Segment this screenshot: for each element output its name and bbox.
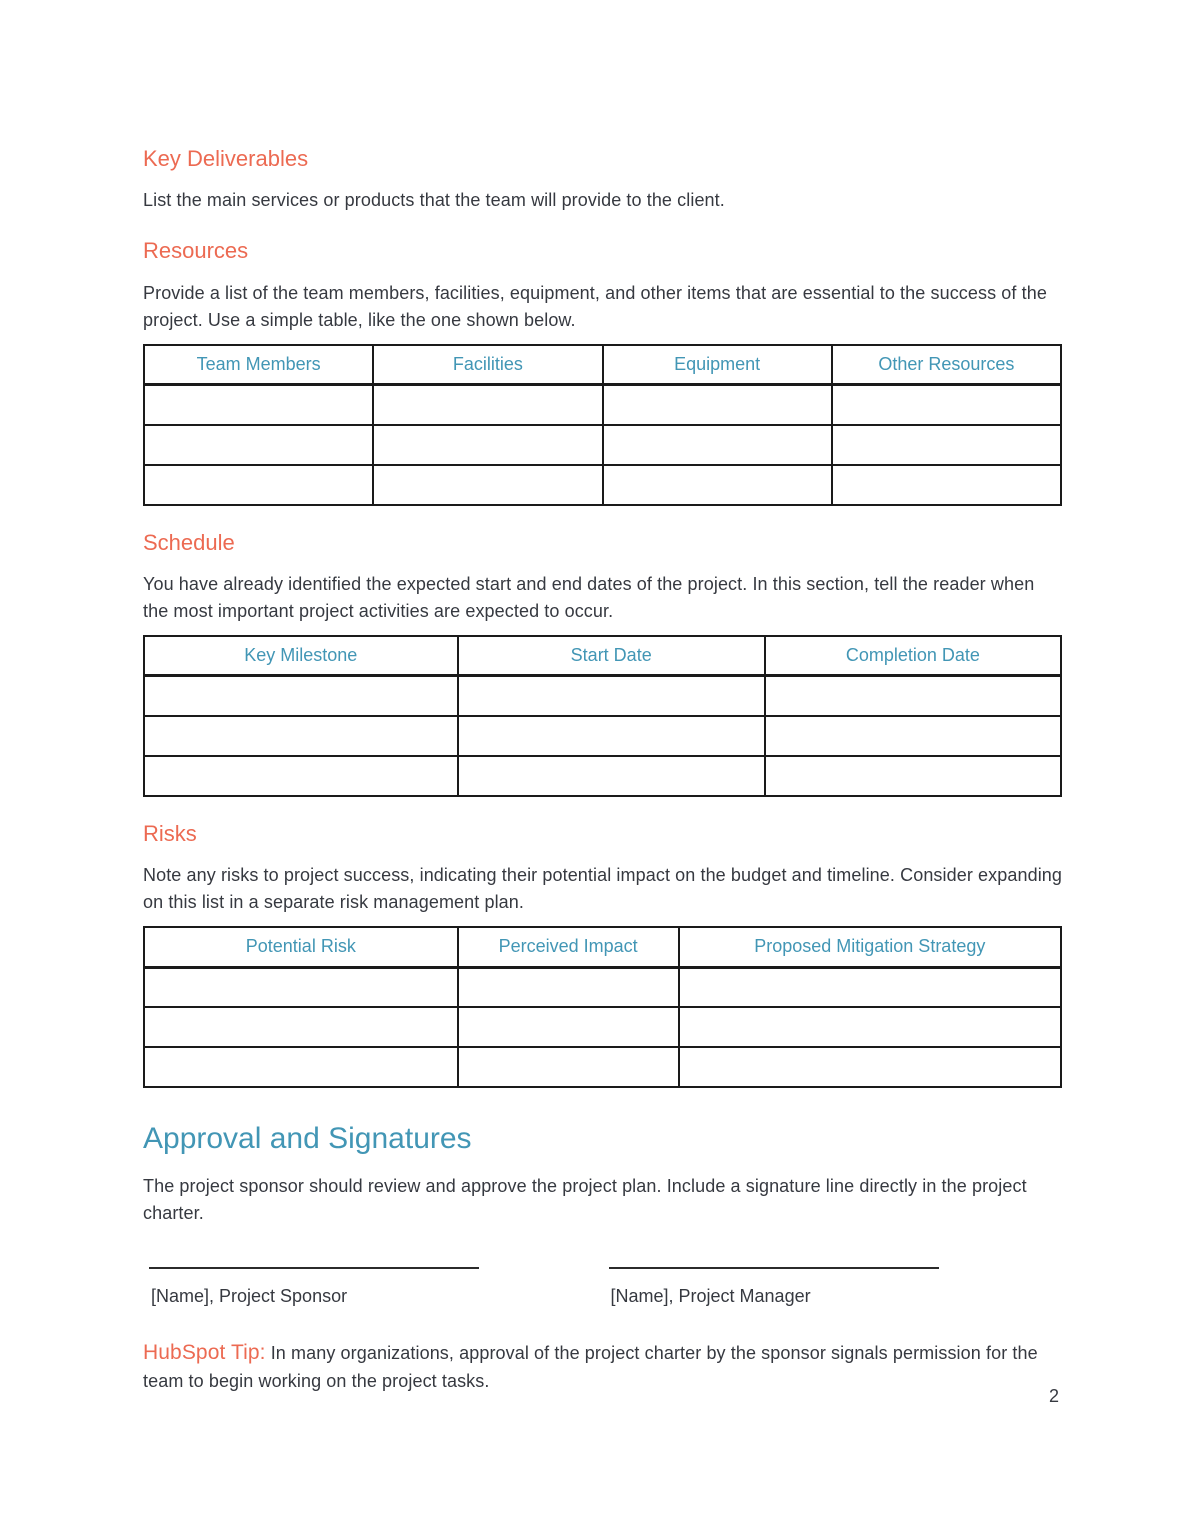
table-cell-empty <box>832 465 1061 505</box>
table-row <box>144 1007 1061 1047</box>
table-cell-empty <box>144 465 373 505</box>
column-header-perceived-impact: Perceived Impact <box>458 927 679 967</box>
table-cell-empty <box>373 385 602 425</box>
column-header-other-resources: Other Resources <box>832 345 1061 385</box>
column-header-completion-date: Completion Date <box>765 636 1061 676</box>
signature-block-manager <box>603 1267 1063 1307</box>
table-cell-empty <box>458 676 765 716</box>
table-cell-empty <box>144 1047 458 1087</box>
table-row <box>144 967 1061 1007</box>
column-header-potential-risk: Potential Risk <box>144 927 458 967</box>
table-row <box>144 756 1061 796</box>
hubspot-tip-label: HubSpot Tip: <box>143 1340 266 1364</box>
approval-heading: Approval and Signatures <box>143 1122 472 1156</box>
table-cell-empty <box>144 1007 458 1047</box>
approval-body: The project sponsor should review and approve the project plan. Include a signature line directly in the project charter. <box>143 1175 1027 1223</box>
signature-row <box>143 1267 1062 1307</box>
key-deliverables-body: List the main services or products that the team will provide to the client. <box>143 190 725 211</box>
table-cell-empty <box>144 425 373 465</box>
table-cell-empty <box>765 756 1061 796</box>
section-schedule <box>143 530 1062 797</box>
table-cell-empty <box>765 716 1061 756</box>
column-header-facilities: Facilities <box>373 345 602 385</box>
table-row <box>144 465 1061 505</box>
table-cell-empty <box>679 1047 1061 1087</box>
manager-signature-label: [Name], Project Manager <box>610 1285 811 1306</box>
hubspot-tip <box>143 1337 1062 1396</box>
table-cell-empty <box>458 756 765 796</box>
resources-body: Provide a list of the team members, facilities, equipment, and other items that are essential to the success of the project. Use a simple table, like the one shown below. <box>143 282 1047 330</box>
section-risks <box>143 821 1062 1088</box>
table-cell-empty <box>144 756 458 796</box>
schedule-body: You have already identified the expected start and end dates of the project. In this section, tell the reader when the most important project activities are expected to occur. <box>143 573 1035 621</box>
risks-table-header-row <box>144 927 1061 967</box>
schedule-table-header-row <box>144 636 1061 676</box>
table-row <box>144 425 1061 465</box>
table-row <box>144 676 1061 716</box>
section-resources <box>143 238 1062 505</box>
section-key-deliverables <box>143 146 1062 214</box>
resources-table-header-row <box>144 345 1061 385</box>
resources-heading: Resources <box>143 238 249 264</box>
hubspot-tip-text: In many organizations, approval of the project charter by the sponsor signals permission for the team to begin working on the project tasks. <box>143 1342 1038 1392</box>
table-cell-empty <box>144 385 373 425</box>
column-header-key-milestone: Key Milestone <box>144 636 458 676</box>
table-cell-empty <box>144 967 458 1007</box>
table-cell-empty <box>458 967 679 1007</box>
page-number: 2 <box>1048 1386 1059 1406</box>
sponsor-signature-label: [Name], Project Sponsor <box>151 1285 348 1306</box>
table-cell-empty <box>458 1007 679 1047</box>
table-row <box>144 1047 1061 1087</box>
table-cell-empty <box>144 676 458 716</box>
schedule-heading: Schedule <box>143 529 235 555</box>
schedule-table <box>143 635 1062 797</box>
key-deliverables-heading: Key Deliverables <box>143 146 309 171</box>
risks-body: Note any risks to project success, indicating their potential impact on the budget and timeline. Consider expanding on this list in a separate risk management plan. <box>143 865 1063 913</box>
table-cell-empty <box>458 1047 679 1087</box>
table-cell-empty <box>832 425 1061 465</box>
table-cell-empty <box>373 425 602 465</box>
section-approval-and-signatures <box>143 1122 1062 1307</box>
table-cell-empty <box>144 716 458 756</box>
column-header-start-date: Start Date <box>458 636 765 676</box>
table-cell-empty <box>373 465 602 505</box>
sponsor-signature-line <box>149 1267 479 1269</box>
risks-table <box>143 926 1062 1088</box>
table-cell-empty <box>458 716 765 756</box>
column-header-mitigation-strategy: Proposed Mitigation Strategy <box>679 927 1061 967</box>
column-header-team-members: Team Members <box>144 345 373 385</box>
risks-heading: Risks <box>143 820 197 846</box>
table-cell-empty <box>765 676 1061 716</box>
table-row <box>144 385 1061 425</box>
table-cell-empty <box>679 1007 1061 1047</box>
table-cell-empty <box>603 385 832 425</box>
table-cell-empty <box>679 967 1061 1007</box>
table-row <box>144 716 1061 756</box>
table-cell-empty <box>603 425 832 465</box>
table-cell-empty <box>603 465 832 505</box>
resources-table <box>143 344 1062 506</box>
signature-block-sponsor <box>143 1267 603 1307</box>
table-cell-empty <box>832 385 1061 425</box>
column-header-equipment: Equipment <box>603 345 832 385</box>
manager-signature-line <box>609 1267 939 1269</box>
